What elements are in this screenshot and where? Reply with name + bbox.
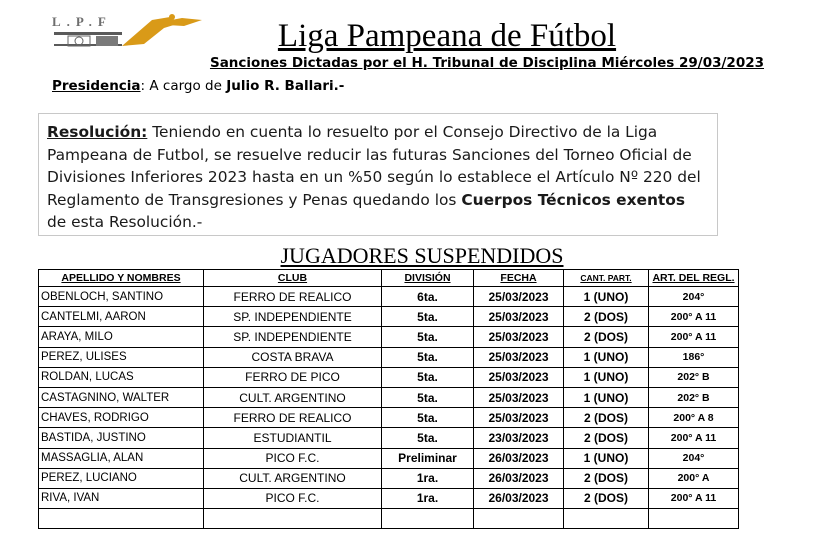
cell-club: ESTUDIANTIL (204, 428, 382, 448)
presidencia-label: Presidencia (52, 78, 141, 94)
presidencia-name: Julio R. Ballari.- (226, 78, 345, 94)
resolucion-label: Resolución: (47, 123, 148, 141)
table-row (39, 408, 739, 428)
cell-division: 5ta. (382, 307, 474, 327)
section-title: JUGADORES SUSPENDIDOS (280, 243, 564, 268)
col-art: ART. DEL REGL. (649, 270, 739, 287)
cell-club: SP. INDEPENDIENTE (204, 307, 382, 327)
cell-cant: 2 (DOS) (564, 307, 649, 327)
cell-club: CULT. ARGENTINO (204, 387, 382, 407)
table-row (39, 488, 739, 508)
cell-art: 200° A 11 (649, 307, 739, 327)
table-row (39, 287, 739, 307)
cell-apellido: CASTAGNINO, WALTER (39, 387, 204, 407)
cell-fecha: 25/03/2023 (474, 307, 564, 327)
cell-club: SP. INDEPENDIENTE (204, 327, 382, 347)
cell-fecha: 25/03/2023 (474, 327, 564, 347)
cell-art: 200° A 11 (649, 428, 739, 448)
cell-club: CULT. ARGENTINO (204, 468, 382, 488)
resolucion-text: Teniendo en cuenta lo resuelto por el Consejo Directivo de la Liga Pampeana de Futbol, se resuelve reducir las futuras Sanciones del Torneo Oficial de Divisiones Inferiores 2023 hasta en un %50 según lo establece el Artículo Nº 220 del Reglamento de Transgresiones y Penas quedando los (47, 123, 701, 209)
resolucion-bold: Cuerpos Técnicos exentos (461, 190, 686, 209)
cell-division: 1ra. (382, 468, 474, 488)
page-subtitle: Sanciones Dictadas por el H. Tribunal de Disciplina Miércoles 29/03/2023 (209, 55, 765, 71)
cell-art: 200° A (649, 468, 739, 488)
cell-apellido: ROLDAN, LUCAS (39, 367, 204, 387)
cell-club (204, 509, 382, 529)
cell-club: COSTA BRAVA (204, 347, 382, 367)
cell-cant: 1 (UNO) (564, 287, 649, 307)
col-cant: CANT. PART. (564, 270, 649, 287)
logo-text: L.P.F (52, 14, 112, 29)
cell-apellido: RIVA, IVAN (39, 488, 204, 508)
cell-apellido: PEREZ, LUCIANO (39, 468, 204, 488)
cell-art: 202° B (649, 367, 739, 387)
cell-apellido: CANTELMI, AARON (39, 307, 204, 327)
cell-fecha: 26/03/2023 (474, 448, 564, 468)
presidencia-text: : A cargo de (140, 78, 227, 94)
table-row (39, 347, 739, 367)
cell-apellido: PEREZ, ULISES (39, 347, 204, 367)
col-club: CLUB (204, 270, 382, 287)
cell-apellido: ARAYA, MILO (39, 327, 204, 347)
cell-cant: 1 (UNO) (564, 387, 649, 407)
cell-fecha: 26/03/2023 (474, 468, 564, 488)
cell-art (649, 509, 739, 529)
cell-division: 6ta. (382, 287, 474, 307)
cell-apellido: BASTIDA, JUSTINO (39, 428, 204, 448)
cell-club: PICO F.C. (204, 488, 382, 508)
col-division: DIVISIÓN (382, 270, 474, 287)
cell-division: 5ta. (382, 428, 474, 448)
cell-fecha: 25/03/2023 (474, 347, 564, 367)
cell-fecha: 26/03/2023 (474, 488, 564, 508)
cell-apellido: MASSAGLIA, ALAN (39, 448, 204, 468)
cell-cant: 2 (DOS) (564, 327, 649, 347)
cell-art: 204° (649, 287, 739, 307)
cell-division: 5ta. (382, 327, 474, 347)
table-row (39, 448, 739, 468)
cell-apellido: OBENLOCH, SANTINO (39, 287, 204, 307)
cell-cant: 1 (UNO) (564, 367, 649, 387)
cell-art: 186° (649, 347, 739, 367)
cell-division: 1ra. (382, 488, 474, 508)
cell-art: 202° B (649, 387, 739, 407)
cell-cant: 2 (DOS) (564, 488, 649, 508)
cell-fecha: 25/03/2023 (474, 408, 564, 428)
cell-fecha: 23/03/2023 (474, 428, 564, 448)
cell-club: PICO F.C. (204, 448, 382, 468)
table-row (39, 327, 739, 347)
presidencia-line (52, 77, 344, 95)
cell-art: 200° A 11 (649, 488, 739, 508)
cell-fecha: 25/03/2023 (474, 387, 564, 407)
table-row (39, 367, 739, 387)
cell-division (382, 509, 474, 529)
cell-fecha: 25/03/2023 (474, 287, 564, 307)
cell-art: 200° A 8 (649, 408, 739, 428)
cell-division: 5ta. (382, 387, 474, 407)
col-apellido: APELLIDO Y NOMBRES (39, 270, 204, 287)
cell-cant: 2 (DOS) (564, 468, 649, 488)
table-row (39, 307, 739, 327)
cell-fecha: 25/03/2023 (474, 367, 564, 387)
table-header-row (39, 270, 739, 287)
cell-division: Preliminar (382, 448, 474, 468)
cell-apellido (39, 509, 204, 529)
table-row (39, 468, 739, 488)
cell-club: FERRO DE REALICO (204, 408, 382, 428)
cell-cant: 2 (DOS) (564, 408, 649, 428)
page-title: Liga Pampeana de Fútbol (277, 18, 617, 54)
col-fecha: FECHA (474, 270, 564, 287)
cell-fecha (474, 509, 564, 529)
cell-cant: 2 (DOS) (564, 428, 649, 448)
cell-division: 5ta. (382, 367, 474, 387)
sanctions-table (38, 269, 739, 529)
cell-club: FERRO DE PICO (204, 367, 382, 387)
cell-division: 5ta. (382, 347, 474, 367)
cell-cant: 1 (UNO) (564, 347, 649, 367)
resolucion-text-end: de esta Resolución.- (47, 213, 203, 231)
table-row (39, 509, 739, 529)
cell-apellido: CHAVES, RODRIGO (39, 408, 204, 428)
table-row (39, 387, 739, 407)
cell-art: 204° (649, 448, 739, 468)
cell-club: FERRO DE REALICO (204, 287, 382, 307)
resolucion-box (38, 113, 718, 236)
cell-cant (564, 509, 649, 529)
table-row (39, 428, 739, 448)
cell-cant: 1 (UNO) (564, 448, 649, 468)
cell-art: 200° A 11 (649, 327, 739, 347)
cell-division: 5ta. (382, 408, 474, 428)
